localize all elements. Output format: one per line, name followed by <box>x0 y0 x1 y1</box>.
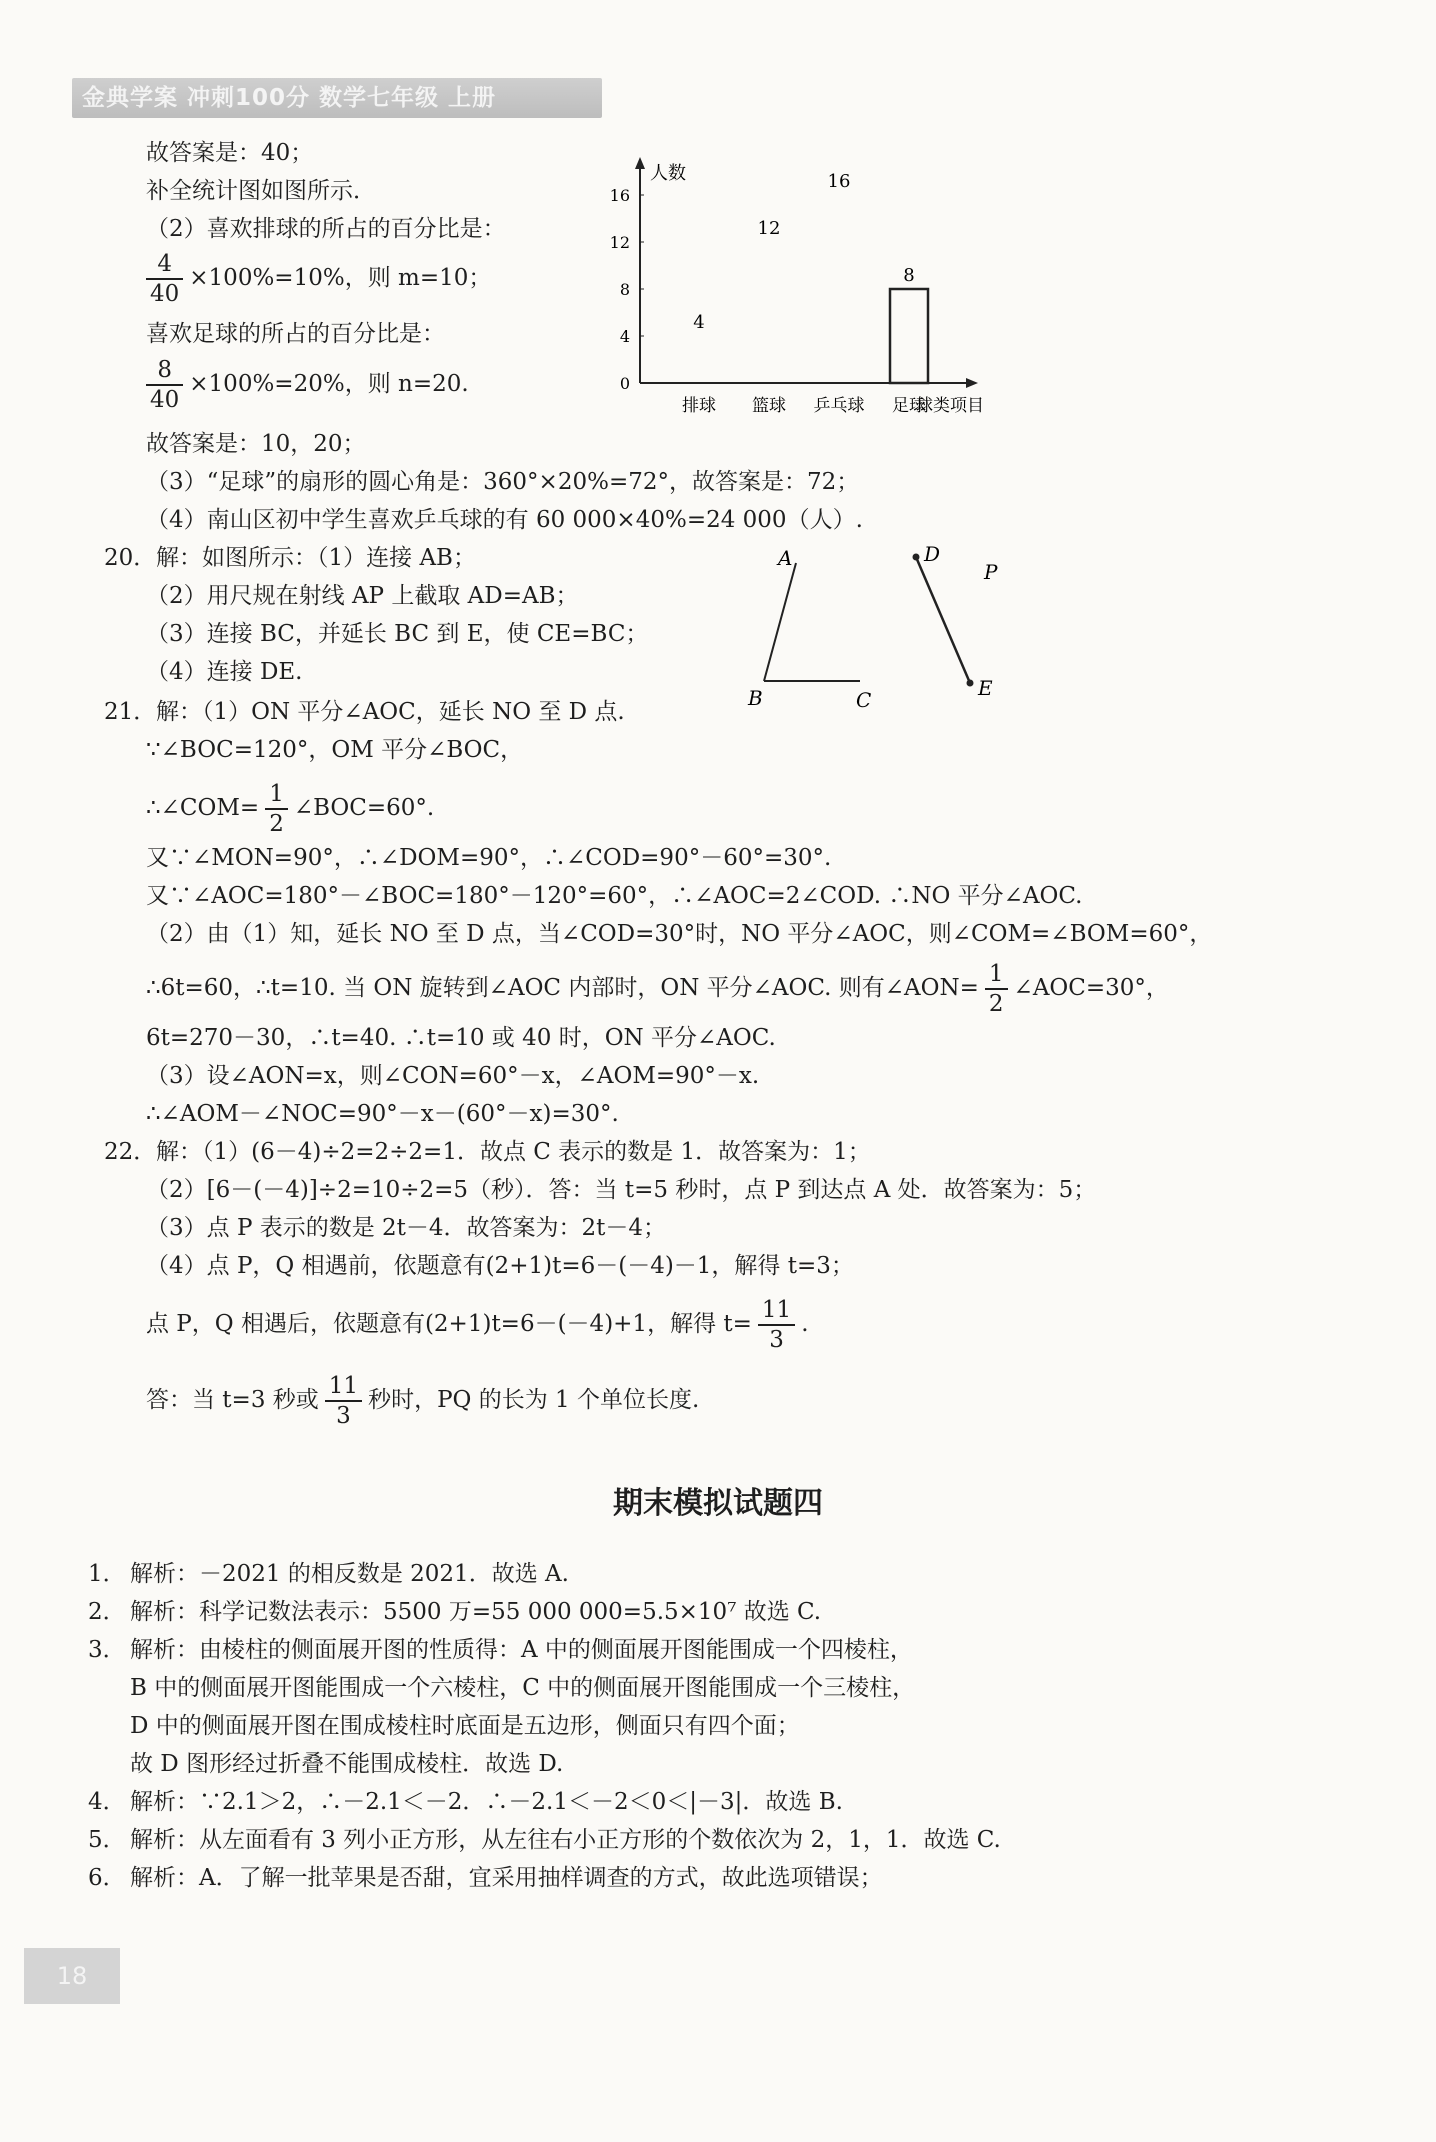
answer-text: 解析：A．了解一批苹果是否甜，宜采用抽样调查的方式，故此选项错误； <box>130 1865 883 1891</box>
answer-number: 4． <box>88 1789 126 1815</box>
q22-line-4: （4）点 P，Q 相遇前，依题意有(2+1)t=6－(－4)－1，解得 t=3； <box>146 1253 854 1279</box>
fraction-4-40 <box>146 250 183 308</box>
bar <box>890 289 928 383</box>
q22-number: 22． <box>104 1139 157 1165</box>
x-tick-label: 排球 <box>682 396 716 416</box>
answer-number: 1． <box>88 1561 126 1587</box>
x-axis-label: 球类项目 <box>916 396 984 416</box>
q22-expr-a: 点 P，Q 相遇后，依题意有(2+1)t=6－(－4)+1，解得 t= <box>146 1311 752 1337</box>
q22-text-1: 解：（1）(6－4)÷2=2÷2=1．故点 C 表示的数是 1．故答案为：1； <box>156 1139 871 1165</box>
q21-line-5: 又∵∠AOC=180°－∠BOC=180°－120°=60°，∴∠AOC=2∠COD. ∴NO 平分∠AOC. <box>146 883 1083 909</box>
q22-line-5 <box>146 1296 809 1354</box>
q22-line-6 <box>146 1372 699 1430</box>
q21-line-9: （3）设∠AON=x，则∠CON=60°－x，∠AOM=90°－x. <box>146 1063 760 1089</box>
frac-num: 1 <box>985 960 1008 990</box>
q21-expr-b: ∠BOC=60°. <box>293 795 435 821</box>
q20-line-3: （3）连接 BC，并延长 BC 到 E，使 CE=BC； <box>146 621 649 647</box>
q22-expr-b: . <box>801 1311 809 1337</box>
q19-line-9: （4）南山区初中学生喜欢乒乓球的有 60 000×40%=24 000（人）. <box>146 507 863 533</box>
y-tick-label: 4 <box>619 327 630 346</box>
q19-expr-2: ×100%=20%，则 n=20. <box>189 371 469 397</box>
y-axis-label: 人数 <box>650 163 686 184</box>
data-label: 8 <box>903 265 915 286</box>
y-tick-label: 8 <box>619 280 630 299</box>
fraction-1-2 <box>265 780 288 838</box>
label-p: P <box>984 560 998 584</box>
frac-den: 40 <box>150 387 180 413</box>
point-d <box>913 554 920 561</box>
frac-den: 40 <box>150 281 180 307</box>
fraction-11-3 <box>758 1296 795 1354</box>
q21-expr-a: ∴∠COM= <box>146 795 260 821</box>
q19-line-7: 故答案是：10，20； <box>146 431 366 457</box>
label-d: D <box>924 545 941 566</box>
y-tick-label: 12 <box>609 233 630 252</box>
answer-6 <box>88 1862 883 1894</box>
answer-text: 解析：由棱柱的侧面展开图的性质得：A 中的侧面展开图能围成一个四棱柱， <box>130 1637 913 1663</box>
q21-expr-c: ∴6t=60，∴t=10. 当 ON 旋转到∠AOC 内部时，ON 平分∠AOC. 则有∠AON= <box>146 975 979 1001</box>
y-axis-arrow <box>635 157 645 169</box>
x-tick-label: 篮球 <box>752 396 786 416</box>
x-tick-label: 乒乓球 <box>813 396 865 416</box>
answer-number: 3． <box>88 1637 126 1663</box>
q21-line-8: 6t=270－30，∴t=40. ∴t=10 或 40 时，ON 平分∠AOC. <box>146 1025 776 1051</box>
page-number: 18 <box>24 1948 120 2004</box>
q22-line-3: （3）点 P 表示的数是 2t－4．故答案为：2t－4； <box>146 1215 667 1241</box>
q20-text-1: 解：如图所示：（1）连接 AB； <box>156 545 476 571</box>
q19-line-1: 故答案是：40； <box>146 140 314 166</box>
frac-num: 8 <box>146 356 183 386</box>
q22-expr-c: 答：当 t=3 秒或 <box>146 1387 319 1413</box>
q19-line-3: （2）喜欢排球的所占的百分比是： <box>146 216 506 242</box>
answer-5 <box>88 1824 1001 1856</box>
q20-line-4: （4）连接 DE. <box>146 659 303 685</box>
frac-den: 3 <box>769 1327 784 1353</box>
frac-num: 11 <box>758 1296 795 1326</box>
q21-line-3 <box>146 780 434 838</box>
q20-line-1 <box>104 542 476 574</box>
frac-num: 11 <box>325 1372 362 1402</box>
answer-4 <box>88 1786 843 1818</box>
x-tick-label: 足球 <box>892 396 926 416</box>
x-axis-arrow <box>966 378 978 388</box>
answer-3-cont-2: D 中的侧面展开图在围成棱柱时底面是五边形，侧面只有四个面； <box>130 1713 800 1739</box>
y-tick-label: 0 <box>619 374 630 393</box>
answer-2 <box>88 1596 821 1628</box>
frac-den: 3 <box>336 1403 351 1429</box>
q21-expr-d: ∠AOC=30°， <box>1013 975 1169 1001</box>
answer-number: 6． <box>88 1865 126 1891</box>
fraction-1-2-b <box>985 960 1008 1018</box>
running-header: 金典学案 冲刺100分 数学七年级 上册 <box>72 78 602 118</box>
segment-ab <box>764 563 796 681</box>
frac-den: 2 <box>988 991 1004 1017</box>
q22-line-1 <box>104 1136 871 1168</box>
q20-line-2: （2）用尺规在射线 AP 上截取 AD=AB； <box>146 583 579 609</box>
frac-den: 2 <box>269 811 284 837</box>
label-b: B <box>748 686 763 710</box>
data-label: 16 <box>827 171 851 192</box>
section-title: 期末模拟试题四 <box>613 1486 823 1521</box>
q19-line-5: 喜欢足球的所占的百分比是： <box>146 321 445 347</box>
q22-line-2: （2）[6－(－4)]÷2=10÷2=5（秒）．答：当 t=5 秒时，点 P 到达点 A 处．故答案为：5； <box>146 1177 1097 1203</box>
answer-number: 2． <box>88 1599 126 1625</box>
q19-line-6 <box>140 356 469 414</box>
data-label: 12 <box>757 218 781 239</box>
q21-text-1: 解：（1）ON 平分∠AOC，延长 NO 至 D 点. <box>156 699 625 725</box>
label-a: A <box>778 546 793 570</box>
q21-line-7 <box>146 960 1169 1018</box>
answer-text: 解析：从左面看有 3 列小正方形，从左往右小正方形的个数依次为 2，1，1．故选 C. <box>130 1827 1001 1853</box>
answer-1 <box>88 1558 569 1590</box>
answer-text: 解析：∵2.1＞2，∴－2.1＜－2．∴－2.1＜－2＜0＜|－3|．故选 B. <box>130 1789 843 1815</box>
q21-line-4: 又∵∠MON=90°，∴∠DOM=90°，∴∠COD=90°－60°=30°. <box>146 845 832 871</box>
q19-line-8: （3）“足球”的扇形的圆心角是：360°×20%=72°，故答案是：72； <box>146 469 860 495</box>
fraction-8-40 <box>146 356 183 414</box>
q21-line-2: ∵∠BOC=120°，OM 平分∠BOC， <box>146 737 524 763</box>
y-tick-label: 16 <box>609 186 630 205</box>
point-e <box>967 680 974 687</box>
construction-figure <box>740 545 1020 715</box>
answer-3-cont-1: B 中的侧面展开图能围成一个六棱柱，C 中的侧面展开图能围成一个三棱柱， <box>130 1675 916 1701</box>
answer-text: 解析：－2021 的相反数是 2021．故选 A. <box>130 1561 569 1587</box>
label-e: E <box>978 676 993 700</box>
answer-3-cont-3: 故 D 图形经过折叠不能围成棱柱．故选 D. <box>130 1751 564 1777</box>
data-label: 4 <box>693 312 705 333</box>
q19-line-2: 补全统计图如图所示． <box>146 178 376 204</box>
frac-num: 4 <box>146 250 183 280</box>
q21-number: 21． <box>104 699 157 725</box>
answer-3 <box>88 1634 913 1666</box>
frac-num: 1 <box>265 780 288 810</box>
q22-expr-d: 秒时，PQ 的长为 1 个单位长度. <box>368 1387 700 1413</box>
q21-line-6: （2）由（1）知，延长 NO 至 D 点，当∠COD=30°时，NO 平分∠AOC，则∠COM=∠BOM=60°， <box>146 921 1213 947</box>
q19-line-4 <box>140 250 491 308</box>
bar-chart <box>600 155 1020 435</box>
q21-line-1 <box>104 696 625 728</box>
label-c: C <box>856 688 872 712</box>
q21-line-10: ∴∠AOM－∠NOC=90°－x－(60°－x)=30°. <box>146 1101 619 1127</box>
fraction-11-3-b <box>325 1372 362 1430</box>
q19-expr-1: ×100%=10%，则 m=10； <box>189 265 492 291</box>
answer-text: 解析：科学记数法表示：5500 万=55 000 000=5.5×10⁷ 故选 C. <box>130 1599 822 1625</box>
q20-number: 20． <box>104 545 157 571</box>
segment-de <box>916 557 970 683</box>
answer-number: 5． <box>88 1827 126 1853</box>
